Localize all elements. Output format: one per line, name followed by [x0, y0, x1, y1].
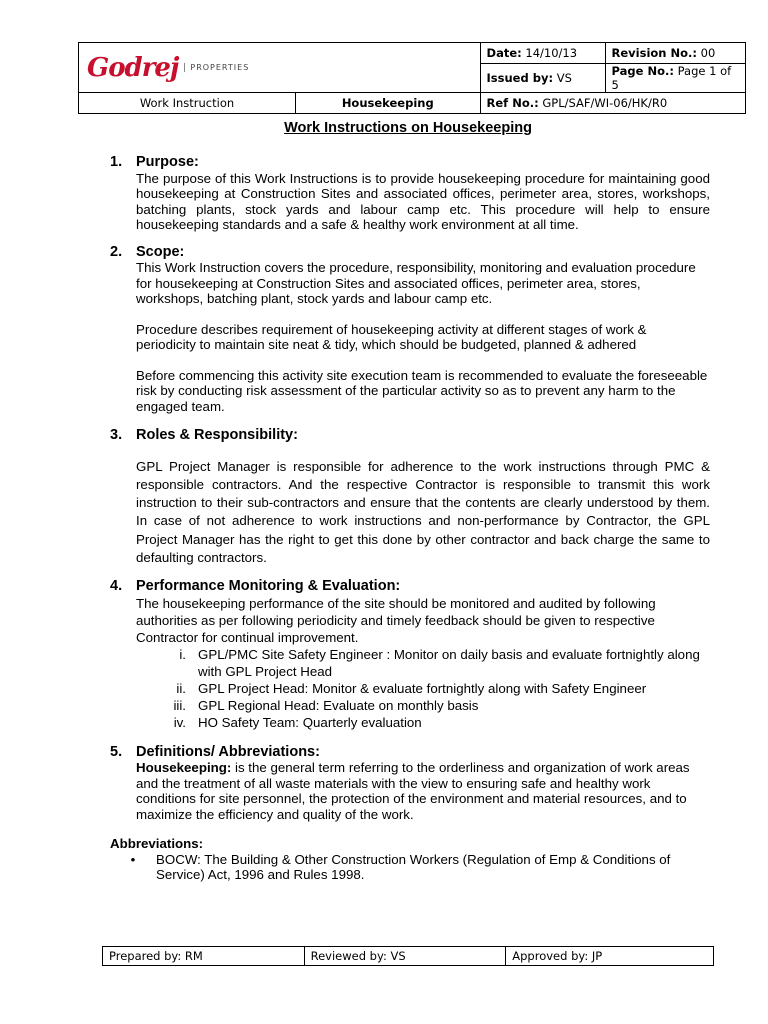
ref-value: GPL/SAF/WI-06/HK/R0	[542, 96, 668, 110]
section-monitoring: 4. Performance Monitoring & Evaluation: The housekeeping performance of the site should be monitored and audited by following authorities as per following periodicity and timely feedback should be given to respective Contractor for continual improvement. i. GPL/PMC Site Safety Engineer : Monitor on daily basis and evaluate fortnightly along with GPL Project Head ii. GPL Project Head: Monitor & evaluate fortnightly along with Safety Engineer iii. GPL Regional Head: Evaluate on monthly basis iv. HO Safety Team: Quarterly evaluation	[110, 579, 710, 731]
monitoring-text: The housekeeping performance of the site should be monitored and audited by following authorities as per following periodicity and timely feedback should be given to respective Contractor for continual improvement.	[136, 595, 656, 645]
date-value: 14/10/13	[525, 46, 578, 60]
list-item: ii. GPL Project Head: Monitor & evaluate fortnightly along with Safety Engineer	[176, 680, 647, 696]
approved-by: Approved by: JP	[506, 947, 714, 966]
section-scope: 2. Scope: This Work Instruction covers the procedure, responsibility, monitoring and evaluation procedure for housekeeping at Construction Sites and associated offices, perimeter area, stores, workshops, batching plant, stock yards and labour camp etc. Procedure describes requirement of housekeeping activity at different stages of work & periodicity to maintain site neat & tidy, which should be budgeted, planned & adhered Before commencing this activity site execution team is recommended to evaluate the foreseeable risk by conducting risk assessment of the particular activity so as to prevent any harm to the engaged team.	[110, 245, 710, 415]
housekeeping-definition: Housekeeping: is the general term referring to the orderliness and organization of work areas and the treatment of all waste materials with the view to ensuring safe and healthy work conditions for site personnel, the protection of the environment and material resources, and to maximize the efficiency and quality of the work.	[136, 760, 690, 822]
roles-text: GPL Project Manager is responsible for adherence to the work instructions through PMC & responsible contractors. And the respective Contractor is responsible to transmit this work instruction to their sub-contractors and ensure that the contents are clearly understood by them. In case of not adherence to work instructions and non-performance by Contractor, the GPL Project Manager has the right to get this done by other contractor and back charge the same to defaulting contractors.	[136, 458, 710, 565]
monitoring-list	[136, 646, 710, 731]
revision-cell: Revision No.: 00	[605, 43, 745, 64]
abbreviations-list	[110, 852, 710, 883]
document-title: Work Instructions on Housekeeping	[284, 120, 532, 136]
roles-heading: Roles & Responsibility:	[136, 427, 298, 443]
issued-cell: Issued by: VS	[480, 64, 605, 93]
section-purpose: 1. Purpose: The purpose of this Work Instructions is to provide housekeeping procedure for maintaining good housekeeping at Construction Sites and associated offices, perimeter area, stores, workshops, batching plants, stock yards and labour camp etc. This procedure will help to ensure housekeeping standards and a safe & healthy work environment at all time.	[110, 154, 710, 232]
issued-value: VS	[556, 71, 572, 85]
subject-cell: Housekeeping	[296, 93, 481, 114]
ref-cell: Ref No.: GPL/SAF/WI-06/HK/R0	[480, 93, 745, 114]
purpose-text: The purpose of this Work Instructions is to provide housekeeping procedure for maintaining good housekeeping at Construction Sites and associated offices, perimeter area, stores, workshops, batching plants, stock yards and labour camp etc. This procedure will help to ensure housekeeping standards and a safe & healthy work environment at all time.	[136, 170, 710, 232]
scope-paragraph-1: This Work Instruction covers the procedure, responsibility, monitoring and evaluation procedure for housekeeping at Construction Sites and associated offices, perimeter area, stores, workshops, batching plant, stock yards and labour camp etc.	[136, 260, 696, 306]
section-definitions: 5. Definitions/ Abbreviations: Housekeeping: is the general term referring to the orderliness and organization of work areas and the treatment of all waste materials with the view to ensuring safe and healthy work conditions for site personnel, the protection of the environment and material resources, and to maximize the efficiency and quality of the work.	[110, 745, 710, 823]
scope-paragraph-3: Before commencing this activity site execution team is recommended to evaluate the foreseeable risk by conducting risk assessment of the particular activity so as to prevent any harm to the engaged team.	[136, 367, 708, 414]
page-value: Page 1 of 5	[611, 64, 732, 92]
reviewed-by: Reviewed by: VS	[304, 947, 506, 966]
list-item: iv. HO Safety Team: Quarterly evaluation	[173, 714, 422, 730]
list-item: iii. GPL Regional Head: Evaluate on monthly basis	[173, 697, 479, 713]
page-cell: Page No.: Page 1 of 5	[605, 64, 745, 93]
list-item: • BOCW: The Building & Other Construction Workers (Regulation of Emp & Conditions of Service) Act, 1996 and Rules 1998.	[110, 852, 710, 883]
godrej-logo: Godrej	[87, 52, 179, 83]
date-cell: Date: 14/10/13	[480, 43, 605, 64]
logo-cell	[79, 43, 481, 93]
doc-type-cell: Work Instruction	[79, 93, 296, 114]
scope-paragraph-2: Procedure describes requirement of housekeeping activity at different stages of work & periodicity to maintain site neat & tidy, which should be budgeted, planned & adhered	[136, 321, 647, 352]
abbreviations-block	[110, 836, 710, 883]
bullet: •	[130, 851, 136, 867]
document-body	[110, 155, 710, 883]
prepared-by: Prepared by: RM	[103, 947, 305, 966]
revision-value: 00	[700, 46, 716, 60]
section-roles: 3. Roles & Responsibility: GPL Project Manager is responsible for adherence to the work instructions through PMC & responsible contractors. And the respective Contractor is responsible to transmit this work instruction to their sub-contractors and ensure that the contents are clearly understood by them. In case of not adherence to work instructions and non-performance by Contractor, the GPL Project Manager has the right to get this done by other contractor and back charge the same to defaulting contractors.	[110, 428, 710, 567]
monitoring-heading: Performance Monitoring & Evaluation:	[136, 578, 401, 595]
purpose-heading: Purpose:	[136, 154, 199, 170]
document-header-table	[78, 42, 746, 114]
list-item: i. GPL/PMC Site Safety Engineer : Monitor on daily basis and evaluate fortnightly along with GPL Project Head	[179, 646, 700, 679]
logo-subtitle: PROPERTIES	[184, 63, 249, 72]
definitions-heading: Definitions/ Abbreviations:	[136, 743, 320, 760]
scope-heading: Scope:	[136, 243, 185, 260]
document-footer-table	[102, 946, 714, 966]
abbreviations-heading: Abbreviations:	[110, 836, 204, 852]
